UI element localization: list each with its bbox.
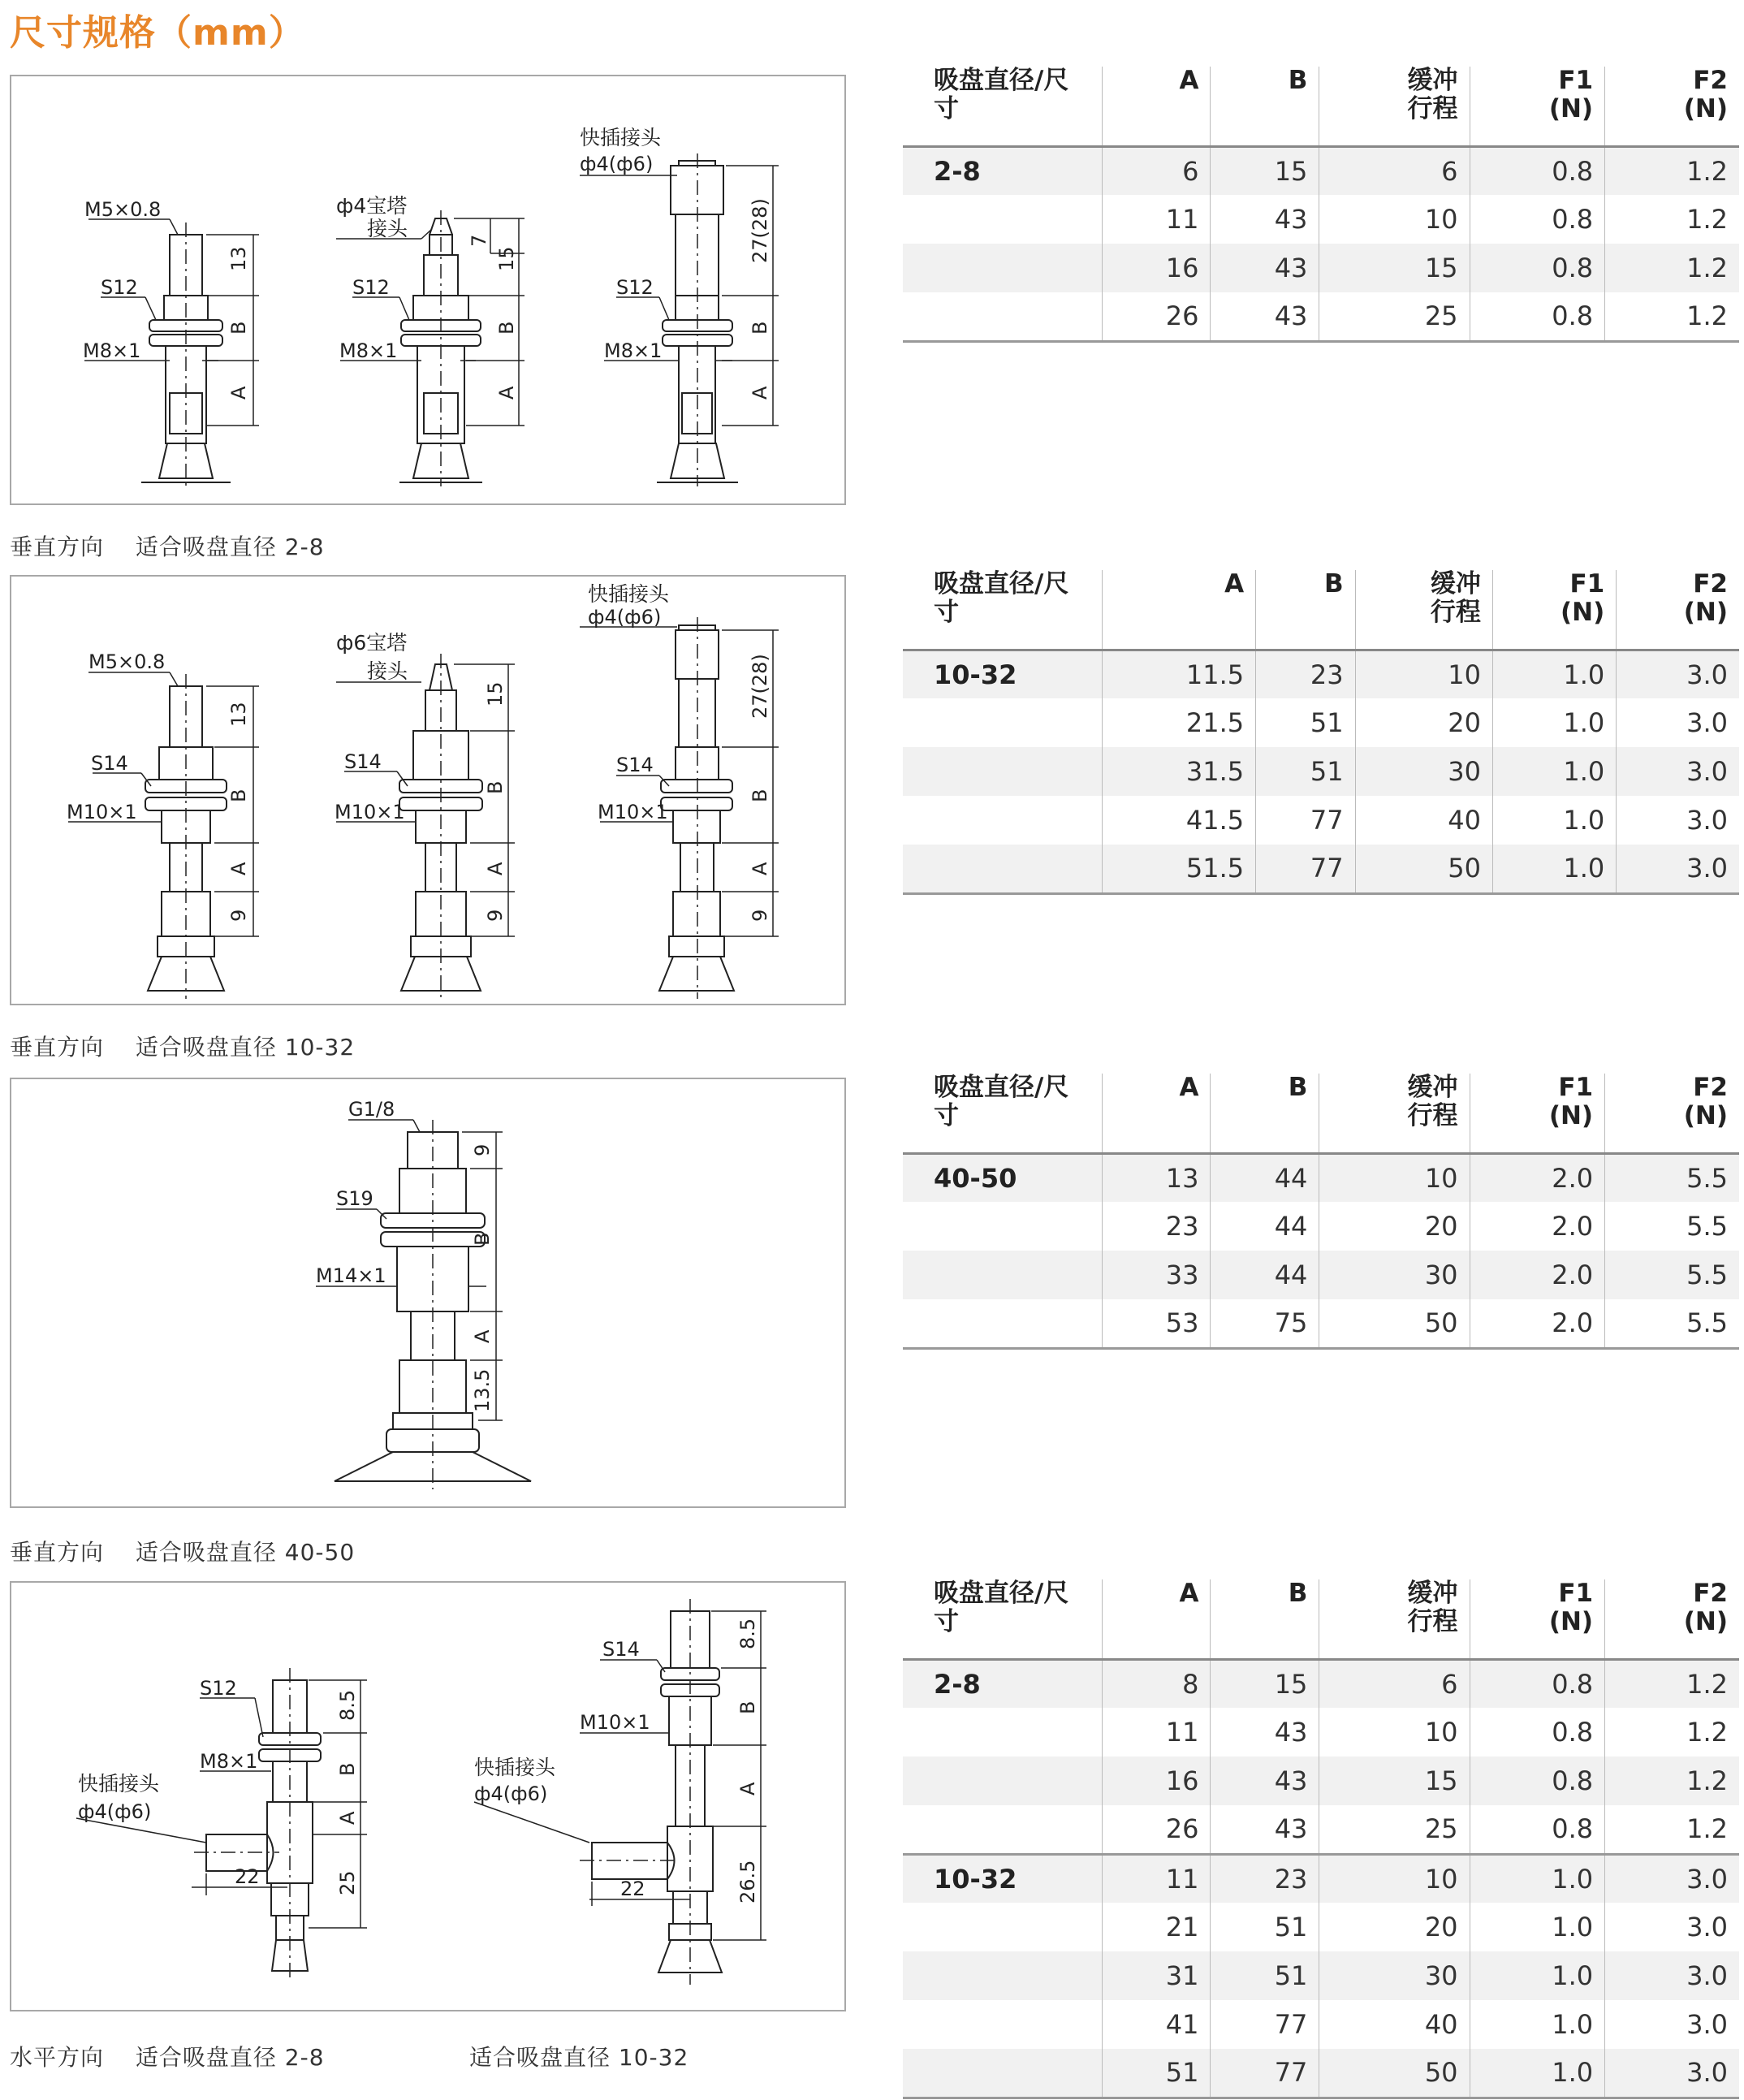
cell-f2: 1.2 xyxy=(1605,1805,1739,1854)
th-f2 xyxy=(1605,1074,1739,1153)
th-stroke-l2: 行程 xyxy=(1407,94,1458,123)
d4-dim-85-l: 8.5 xyxy=(336,1689,359,1721)
cell-stroke: 30 xyxy=(1319,1251,1470,1299)
cell-a: 51.5 xyxy=(1102,845,1256,893)
th-f1-l2: (N) xyxy=(1548,1101,1594,1130)
d2-barb-l2: 接头 xyxy=(367,659,408,683)
cell-a: 11 xyxy=(1102,1854,1211,1903)
cell-f1: 1.0 xyxy=(1492,747,1616,796)
cell-b: 43 xyxy=(1211,244,1319,292)
cell-f1: 2.0 xyxy=(1470,1153,1605,1202)
drawing-2-svg xyxy=(11,577,848,1007)
cell-a: 11 xyxy=(1102,195,1211,244)
cell-f2: 5.5 xyxy=(1605,1153,1739,1202)
drawing-3-svg xyxy=(11,1079,848,1510)
th-f2-l1: F2 xyxy=(1693,1579,1728,1608)
cell-f2: 1.2 xyxy=(1605,1708,1739,1756)
d2-dim-27: 27(28) xyxy=(749,654,771,719)
cell-a: 26 xyxy=(1102,292,1211,341)
cell-f2: 5.5 xyxy=(1605,1299,1739,1348)
cell-a: 31.5 xyxy=(1102,747,1256,796)
th-f1-l1: F1 xyxy=(1569,569,1605,598)
th-a: A xyxy=(1102,67,1211,146)
caption-1: 垂直方向 适合吸盘直径 2-8 xyxy=(10,534,325,560)
d3-thread-mid: M14×1 xyxy=(316,1264,386,1287)
cell-a: 33 xyxy=(1102,1251,1211,1299)
cell-stroke: 15 xyxy=(1319,1756,1470,1805)
d1-fitting-l1: 快插接头 xyxy=(580,126,662,149)
page-title: 尺寸规格（mm） xyxy=(10,12,305,54)
cell-b: 15 xyxy=(1211,146,1319,195)
d2-dim-b2: B xyxy=(484,780,507,794)
d2-nut-2: S14 xyxy=(344,750,382,773)
d4-thread-l: M8×1 xyxy=(200,1750,258,1773)
cell-f2: 1.2 xyxy=(1605,146,1739,195)
cell-b: 43 xyxy=(1211,195,1319,244)
cell-a: 53 xyxy=(1102,1299,1211,1348)
d4-dim-b-r: B xyxy=(736,1700,759,1714)
d3-nut: S19 xyxy=(336,1187,373,1210)
cell-f2: 3.0 xyxy=(1605,1854,1739,1903)
cell-f2: 1.2 xyxy=(1605,1659,1739,1708)
table-row xyxy=(903,146,1739,195)
cell-f1: 1.0 xyxy=(1470,1903,1605,1951)
cell-f1: 1.0 xyxy=(1470,2049,1605,2098)
cell-f2: 3.0 xyxy=(1605,1903,1739,1951)
cell-b: 44 xyxy=(1211,1202,1319,1251)
caption-2: 垂直方向 适合吸盘直径 10-32 xyxy=(10,1034,356,1061)
table-row xyxy=(903,1299,1739,1348)
th-stroke-l1: 缓冲 xyxy=(1407,1073,1458,1102)
d1-dim-15: 15 xyxy=(495,246,518,271)
d3-thread-top: G1/8 xyxy=(348,1098,395,1121)
d4-dim-b-l: B xyxy=(336,1762,359,1776)
d2-dim-9b: 9 xyxy=(484,909,507,922)
cell-f2: 1.2 xyxy=(1605,1756,1739,1805)
cell-f2: 3.0 xyxy=(1605,2000,1739,2049)
table-row xyxy=(903,2049,1739,2098)
cell-a: 21.5 xyxy=(1102,698,1256,747)
cell-a: 6 xyxy=(1102,146,1211,195)
th-stroke-l1: 缓冲 xyxy=(1407,1579,1458,1608)
cell-f1: 1.0 xyxy=(1470,2000,1605,2049)
d2-dim-b3: B xyxy=(749,789,771,802)
cell-b: 43 xyxy=(1211,292,1319,341)
d1-dim-b3: B xyxy=(749,321,771,335)
d1-barb-l1: ф4宝塔 xyxy=(336,194,408,218)
drawing-vertical-40-50 xyxy=(10,1078,846,1508)
cell-stroke: 25 xyxy=(1319,292,1470,341)
cell-f1: 0.8 xyxy=(1470,195,1605,244)
cell-size xyxy=(903,2000,1102,2049)
d4-dim-25: 25 xyxy=(336,1870,359,1895)
spec-table-4 xyxy=(903,1579,1739,2099)
th-f1-l1: F1 xyxy=(1558,66,1594,95)
d2-barb-l1: ф6宝塔 xyxy=(336,631,408,655)
d1-thread-mid-3: M8×1 xyxy=(604,339,663,362)
cell-size: 2-8 xyxy=(903,146,1102,195)
table-row xyxy=(903,1805,1739,1854)
th-size: 吸盘直径/尺寸 xyxy=(903,67,1102,146)
d2-dim-13: 13 xyxy=(227,702,250,727)
cell-stroke: 25 xyxy=(1319,1805,1470,1854)
d4-dim-22-l: 22 xyxy=(235,1865,260,1888)
cell-a: 13 xyxy=(1102,1153,1211,1202)
th-f2 xyxy=(1605,67,1739,146)
cell-f1: 2.0 xyxy=(1470,1202,1605,1251)
cell-stroke: 10 xyxy=(1319,1153,1470,1202)
cell-b: 51 xyxy=(1211,1951,1319,2000)
d4-nut-l: S12 xyxy=(200,1677,237,1700)
th-f1-l2: (N) xyxy=(1548,1607,1594,1636)
d1-dim-b2: B xyxy=(495,321,518,335)
d2-dim-15: 15 xyxy=(484,681,507,706)
cell-size xyxy=(903,1756,1102,1805)
cell-stroke: 15 xyxy=(1319,244,1470,292)
cell-size xyxy=(903,292,1102,341)
cell-a: 21 xyxy=(1102,1903,1211,1951)
th-b: B xyxy=(1211,1579,1319,1659)
cell-b: 51 xyxy=(1211,1903,1319,1951)
cell-size xyxy=(903,1251,1102,1299)
table-row xyxy=(903,292,1739,341)
d3-dim-a: A xyxy=(471,1329,494,1343)
th-f1 xyxy=(1470,1074,1605,1153)
caption-4b: 适合吸盘直径 10-32 xyxy=(469,2044,689,2071)
cell-f2: 5.5 xyxy=(1605,1202,1739,1251)
cell-a: 23 xyxy=(1102,1202,1211,1251)
d2-thread-mid-3: M10×1 xyxy=(598,801,668,823)
cell-a: 41 xyxy=(1102,2000,1211,2049)
table-row xyxy=(903,2000,1739,2049)
th-f1-l1: F1 xyxy=(1558,1073,1594,1102)
th-stroke-l1: 缓冲 xyxy=(1430,569,1481,598)
th-b: B xyxy=(1211,1074,1319,1153)
cell-a: 51 xyxy=(1102,2049,1211,2098)
d2-thread-top: M5×0.8 xyxy=(88,650,166,673)
spec-table-3 xyxy=(903,1074,1739,1350)
cell-f1: 0.8 xyxy=(1470,1708,1605,1756)
d2-nut: S14 xyxy=(91,752,128,775)
drawing-vertical-2-8 xyxy=(10,75,846,505)
drawing-4-svg xyxy=(11,1583,848,2013)
cell-a: 31 xyxy=(1102,1951,1211,2000)
table-row xyxy=(903,1153,1739,1202)
cell-stroke: 50 xyxy=(1319,2049,1470,2098)
table-row xyxy=(903,1659,1739,1708)
d1-dim-27: 27(28) xyxy=(749,198,771,263)
caption-3: 垂直方向 适合吸盘直径 40-50 xyxy=(10,1539,356,1566)
d2-fitting-l2: ф4(ф6) xyxy=(588,606,662,629)
th-b: B xyxy=(1211,67,1319,146)
table-row xyxy=(903,1756,1739,1805)
cell-b: 77 xyxy=(1256,796,1356,845)
cell-f1: 1.0 xyxy=(1470,1854,1605,1903)
cell-b: 43 xyxy=(1211,1805,1319,1854)
cell-b: 75 xyxy=(1211,1299,1319,1348)
th-f1-l1: F1 xyxy=(1558,1579,1594,1608)
cell-stroke: 50 xyxy=(1319,1299,1470,1348)
drawing-horizontal xyxy=(10,1581,846,2011)
d3-dim-135: 13.5 xyxy=(471,1368,494,1412)
cell-b: 77 xyxy=(1211,2000,1319,2049)
spec-table-1 xyxy=(903,67,1739,343)
cell-f2: 3.0 xyxy=(1605,2049,1739,2098)
cell-f2: 5.5 xyxy=(1605,1251,1739,1299)
th-f2-l2: (N) xyxy=(1683,598,1728,627)
th-size: 吸盘直径/尺寸 xyxy=(903,1579,1102,1659)
cell-f2: 1.2 xyxy=(1605,244,1739,292)
cell-size xyxy=(903,1299,1102,1348)
th-size: 吸盘直径/尺寸 xyxy=(903,570,1102,650)
cell-stroke: 6 xyxy=(1319,1659,1470,1708)
cell-a: 11 xyxy=(1102,1708,1211,1756)
cell-a: 26 xyxy=(1102,1805,1211,1854)
d1-nut-3: S12 xyxy=(616,276,654,299)
cell-stroke: 30 xyxy=(1319,1951,1470,2000)
d1-fitting-l2: ф4(ф6) xyxy=(580,153,654,175)
cell-f1: 0.8 xyxy=(1470,146,1605,195)
d1-nut: S12 xyxy=(101,276,138,299)
cell-stroke: 10 xyxy=(1319,1708,1470,1756)
cell-f1: 1.0 xyxy=(1470,1951,1605,2000)
cell-size: 40-50 xyxy=(903,1153,1102,1202)
d1-dim-a2: A xyxy=(495,386,518,400)
th-f1 xyxy=(1492,570,1616,650)
cell-size xyxy=(903,796,1102,845)
th-stroke xyxy=(1319,67,1470,146)
cell-f2: 1.2 xyxy=(1605,195,1739,244)
cell-stroke: 6 xyxy=(1319,146,1470,195)
cell-a: 11.5 xyxy=(1102,650,1256,698)
cell-size: 10-32 xyxy=(903,1854,1102,1903)
cell-f2: 3.0 xyxy=(1617,747,1739,796)
th-f2-l2: (N) xyxy=(1683,94,1728,123)
th-stroke-l2: 行程 xyxy=(1430,598,1481,627)
th-f1 xyxy=(1470,1579,1605,1659)
d1-thread-top: M5×0.8 xyxy=(84,198,162,221)
d2-thread-mid: M10×1 xyxy=(67,801,137,823)
d2-thread-mid-2: M10×1 xyxy=(335,801,405,823)
cell-stroke: 20 xyxy=(1355,698,1492,747)
d4-dim-85-r: 8.5 xyxy=(736,1618,759,1649)
th-a: A xyxy=(1102,1579,1211,1659)
cell-f1: 1.0 xyxy=(1492,698,1616,747)
table-row xyxy=(903,1708,1739,1756)
cell-f2: 3.0 xyxy=(1617,845,1739,893)
cell-size xyxy=(903,845,1102,893)
d1-barb-l2: 接头 xyxy=(367,217,408,240)
cell-b: 23 xyxy=(1211,1854,1319,1903)
th-f2-l1: F2 xyxy=(1693,569,1728,598)
cell-f1: 0.8 xyxy=(1470,1756,1605,1805)
table-row xyxy=(903,1854,1739,1903)
cell-a: 41.5 xyxy=(1102,796,1256,845)
table-row xyxy=(903,698,1739,747)
cell-size xyxy=(903,195,1102,244)
d1-dim-b1: B xyxy=(227,321,250,335)
table-row xyxy=(903,650,1739,698)
cell-stroke: 40 xyxy=(1355,796,1492,845)
cell-f1: 1.0 xyxy=(1492,796,1616,845)
table-row xyxy=(903,1903,1739,1951)
cell-stroke: 10 xyxy=(1319,1854,1470,1903)
cell-stroke: 20 xyxy=(1319,1903,1470,1951)
d2-nut-3: S14 xyxy=(616,754,654,776)
cell-b: 44 xyxy=(1211,1251,1319,1299)
th-stroke xyxy=(1355,570,1492,650)
cell-b: 77 xyxy=(1256,845,1356,893)
cell-size xyxy=(903,1708,1102,1756)
d1-nut-2: S12 xyxy=(352,276,390,299)
th-a: A xyxy=(1102,1074,1211,1153)
cell-f2: 1.2 xyxy=(1605,292,1739,341)
cell-size: 10-32 xyxy=(903,650,1102,698)
d4-dim-265: 26.5 xyxy=(736,1860,759,1903)
cell-a: 16 xyxy=(1102,1756,1211,1805)
d4-fitting-l2: ф4(ф6) xyxy=(78,1800,152,1823)
th-stroke-l2: 行程 xyxy=(1407,1607,1458,1636)
d2-dim-a3: A xyxy=(749,862,771,875)
cell-f1: 2.0 xyxy=(1470,1251,1605,1299)
cell-b: 43 xyxy=(1211,1756,1319,1805)
d1-thread-mid-2: M8×1 xyxy=(339,339,398,362)
table-row xyxy=(903,1251,1739,1299)
d2-dim-a2: A xyxy=(484,862,507,875)
cell-a: 8 xyxy=(1102,1659,1211,1708)
cell-size xyxy=(903,244,1102,292)
d1-dim-13: 13 xyxy=(227,246,250,271)
th-f2 xyxy=(1617,570,1739,650)
cell-b: 43 xyxy=(1211,1708,1319,1756)
cell-size: 2-8 xyxy=(903,1659,1102,1708)
th-size: 吸盘直径/尺寸 xyxy=(903,1074,1102,1153)
cell-f2: 3.0 xyxy=(1617,698,1739,747)
table-row xyxy=(903,796,1739,845)
th-stroke xyxy=(1319,1074,1470,1153)
cell-f1: 0.8 xyxy=(1470,292,1605,341)
cell-stroke: 50 xyxy=(1355,845,1492,893)
cell-f1: 0.8 xyxy=(1470,1659,1605,1708)
cell-stroke: 20 xyxy=(1319,1202,1470,1251)
cell-f1: 2.0 xyxy=(1470,1299,1605,1348)
cell-size xyxy=(903,1805,1102,1854)
cell-b: 51 xyxy=(1256,698,1356,747)
cell-a: 16 xyxy=(1102,244,1211,292)
d4-fitting-l1: 快插接头 xyxy=(78,1772,160,1795)
cell-f1: 1.0 xyxy=(1492,845,1616,893)
table-row xyxy=(903,747,1739,796)
drawing-1-svg xyxy=(11,76,848,507)
th-stroke-l2: 行程 xyxy=(1407,1101,1458,1130)
th-stroke-l1: 缓冲 xyxy=(1407,66,1458,95)
d2-dim-9c: 9 xyxy=(749,909,771,922)
cell-stroke: 10 xyxy=(1355,650,1492,698)
d2-fitting-l1: 快插接头 xyxy=(588,582,670,606)
cell-size xyxy=(903,698,1102,747)
th-f2-l2: (N) xyxy=(1683,1607,1728,1636)
cell-b: 44 xyxy=(1211,1153,1319,1202)
d2-dim-b1: B xyxy=(227,789,250,802)
th-f2-l1: F2 xyxy=(1693,1073,1728,1102)
d1-thread-mid: M8×1 xyxy=(83,339,141,362)
cell-f2: 3.0 xyxy=(1617,650,1739,698)
th-f1-l2: (N) xyxy=(1548,94,1594,123)
th-a: A xyxy=(1102,570,1256,650)
d3-dim-9: 9 xyxy=(471,1143,494,1156)
th-f1-l2: (N) xyxy=(1560,598,1605,627)
spec-table-2 xyxy=(903,570,1739,895)
d4-nut-r: S14 xyxy=(602,1638,640,1661)
d2-dim-9a: 9 xyxy=(227,909,250,922)
d4-fitting-r2: ф4(ф6) xyxy=(474,1782,548,1805)
cell-stroke: 30 xyxy=(1355,747,1492,796)
cell-b: 23 xyxy=(1256,650,1356,698)
d4-fitting-r1: 快插接头 xyxy=(474,1756,556,1779)
cell-f2: 3.0 xyxy=(1605,1951,1739,2000)
drawing-vertical-10-32 xyxy=(10,575,846,1005)
th-f2-l2: (N) xyxy=(1683,1101,1728,1130)
d4-dim-a-l: A xyxy=(336,1811,359,1825)
cell-stroke: 10 xyxy=(1319,195,1470,244)
cell-b: 15 xyxy=(1211,1659,1319,1708)
cell-f1: 1.0 xyxy=(1492,650,1616,698)
d2-dim-a1: A xyxy=(227,862,250,875)
cell-b: 51 xyxy=(1256,747,1356,796)
cell-size xyxy=(903,747,1102,796)
cell-f2: 3.0 xyxy=(1617,796,1739,845)
cell-size xyxy=(903,1202,1102,1251)
table-row xyxy=(903,195,1739,244)
cell-size xyxy=(903,1903,1102,1951)
cell-b: 77 xyxy=(1211,2049,1319,2098)
th-f2-l1: F2 xyxy=(1693,66,1728,95)
cell-stroke: 40 xyxy=(1319,2000,1470,2049)
table-row xyxy=(903,1951,1739,2000)
d4-dim-a-r: A xyxy=(736,1782,759,1795)
th-b: B xyxy=(1256,570,1356,650)
d1-dim-a1: A xyxy=(227,386,250,400)
d1-dim-7: 7 xyxy=(468,234,490,247)
caption-4a: 水平方向 适合吸盘直径 2-8 xyxy=(10,2044,325,2071)
table-row xyxy=(903,244,1739,292)
th-f1 xyxy=(1470,67,1605,146)
cell-size xyxy=(903,1951,1102,2000)
th-f2 xyxy=(1605,1579,1739,1659)
cell-f1: 0.8 xyxy=(1470,1805,1605,1854)
cell-f1: 0.8 xyxy=(1470,244,1605,292)
d4-thread-r: M10×1 xyxy=(580,1711,650,1734)
th-stroke xyxy=(1319,1579,1470,1659)
table-row xyxy=(903,845,1739,893)
table-row xyxy=(903,1202,1739,1251)
d4-dim-22-r: 22 xyxy=(620,1877,645,1900)
d3-dim-b: B xyxy=(471,1232,494,1246)
cell-size xyxy=(903,2049,1102,2098)
d1-dim-a3: A xyxy=(749,386,771,400)
